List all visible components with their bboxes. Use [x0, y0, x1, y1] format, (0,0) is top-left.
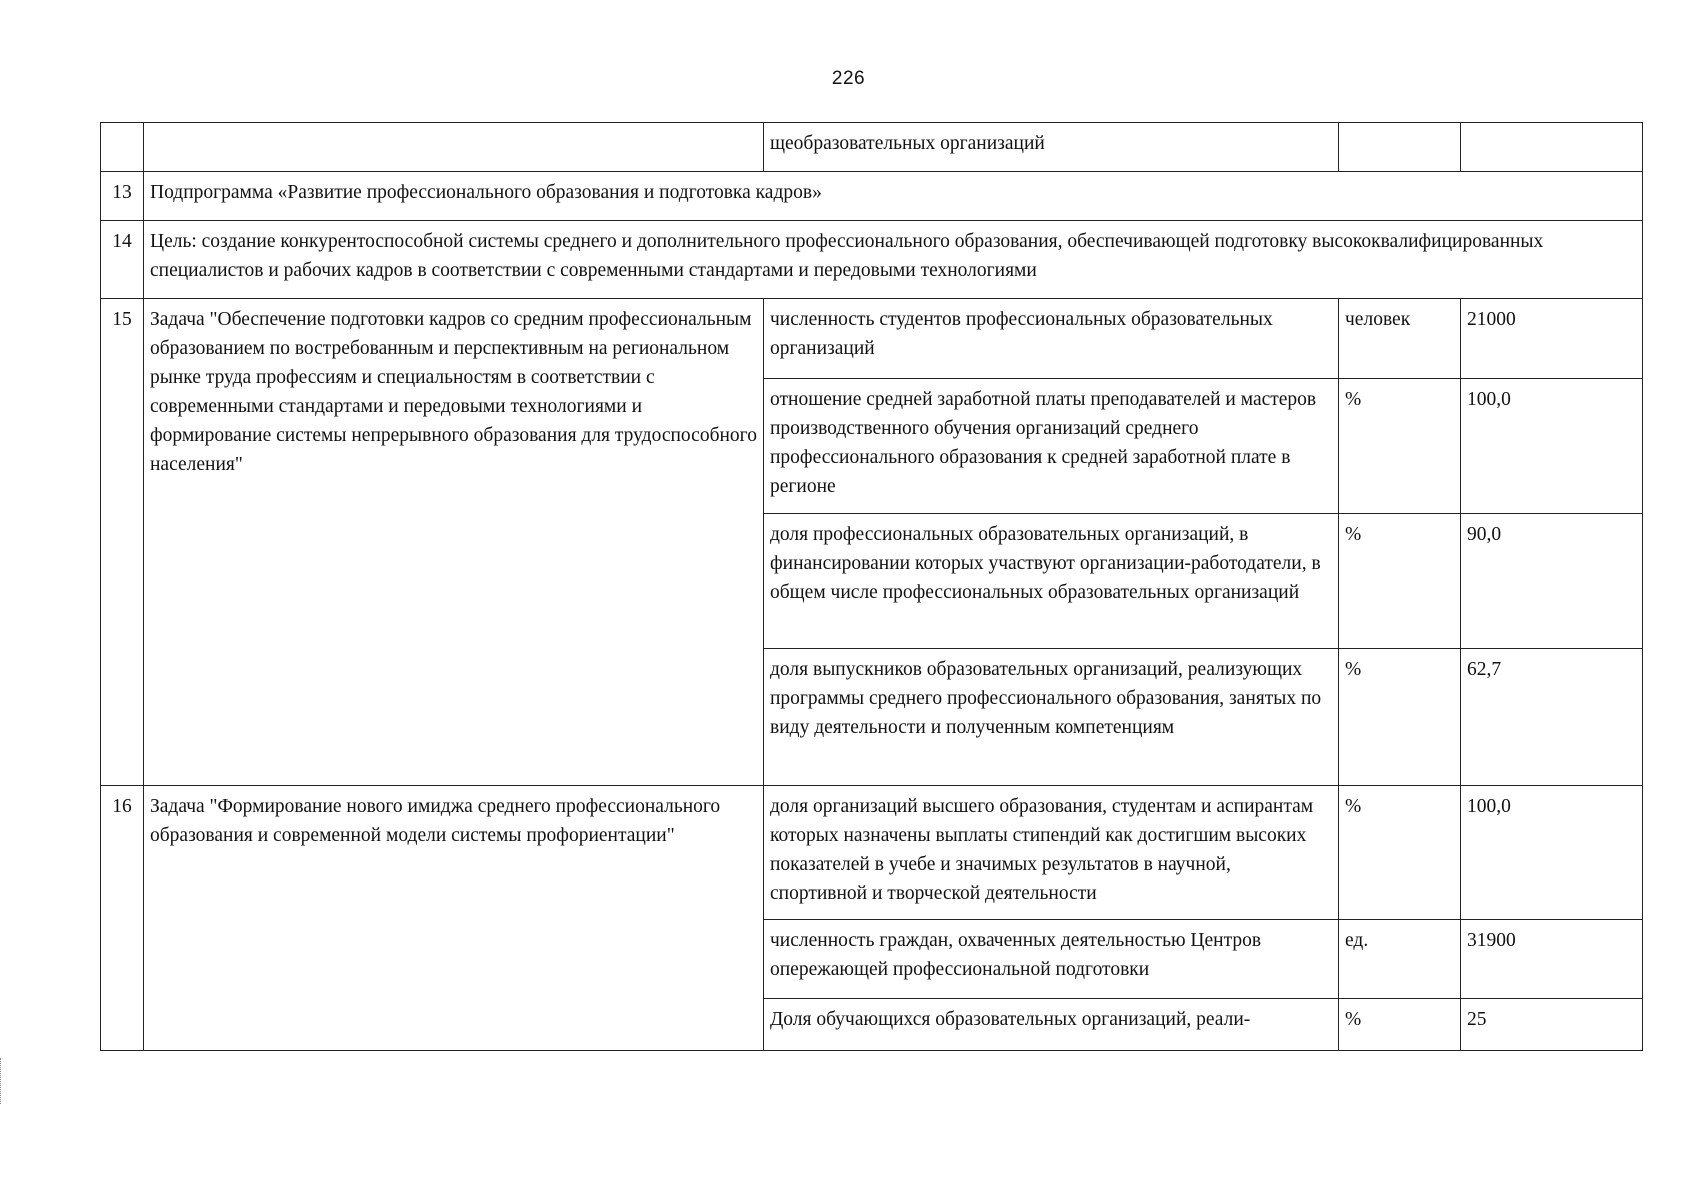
table-row — [101, 221, 1643, 299]
unit-cell: % — [1339, 999, 1461, 1051]
indicator-cell: Доля обучающихся образовательных организаций, реали- — [764, 999, 1339, 1051]
table-row — [101, 123, 1643, 172]
row-number-cell: 16 — [101, 786, 144, 1051]
value-cell: 100,0 — [1461, 379, 1643, 514]
task-cell — [144, 123, 764, 172]
unit-cell: % — [1339, 379, 1461, 514]
indicators-table — [100, 122, 1643, 1051]
row-number-cell — [101, 123, 144, 172]
value-cell — [1461, 123, 1643, 172]
unit-cell: % — [1339, 649, 1461, 786]
unit-cell: человек — [1339, 299, 1461, 379]
goal-text: Цель: создание конкурентоспособной системы среднего и дополнительного профессионального образования, обеспечивающей подготовку высококвалифицированных специалистов и рабочих кадров в соответствии с современными стандартами и передовыми технологиями — [144, 221, 1643, 299]
task-cell: Задача "Формирование нового имиджа среднего профессионального образования и современной модели системы профориентации" — [144, 786, 764, 1051]
table-row — [101, 299, 1643, 379]
scan-edge-marks — [0, 1058, 7, 1104]
unit-cell: ед. — [1339, 920, 1461, 999]
unit-cell: % — [1339, 786, 1461, 920]
value-cell: 25 — [1461, 999, 1643, 1051]
value-cell: 100,0 — [1461, 786, 1643, 920]
task-cell: Задача "Обеспечение подготовки кадров со средним профессиональным образованием по востребованным и перспективным на региональном рынке труда профессиям и специальностям в соответствии с современными стандартами и передовыми технологиями и формирование системы непрерывного образования для трудоспособного населения" — [144, 299, 764, 786]
row-number-cell: 13 — [101, 172, 144, 221]
page-number: 226 — [831, 68, 866, 89]
indicator-cell: доля выпускников образовательных организаций, реализующих программы среднего профессионального образования, занятых по виду деятельности и полученным компетенциям — [764, 649, 1339, 786]
row-number-cell: 15 — [101, 299, 144, 786]
value-cell: 31900 — [1461, 920, 1643, 999]
indicator-cell: щеобразовательных организаций — [764, 123, 1339, 172]
value-cell: 21000 — [1461, 299, 1643, 379]
value-cell: 62,7 — [1461, 649, 1643, 786]
indicator-cell: численность студентов профессиональных образовательных организаций — [764, 299, 1339, 379]
subprogram-heading: Подпрограмма «Развитие профессионального образования и подготовка кадров» — [144, 172, 1643, 221]
unit-cell — [1339, 123, 1461, 172]
unit-cell: % — [1339, 514, 1461, 649]
indicator-cell: доля организаций высшего образования, студентам и аспирантам которых назначены выплаты стипендий как достигшим высоких показателей в учебе и значимых результатов в научной, спортивной и творческой деятельности — [764, 786, 1339, 920]
table-row — [101, 786, 1643, 920]
indicator-cell: численность граждан, охваченных деятельностью Центров опережающей профессиональной подготовки — [764, 920, 1339, 999]
value-cell: 90,0 — [1461, 514, 1643, 649]
table-row — [101, 172, 1643, 221]
indicator-cell: отношение средней заработной платы преподавателей и мастеров производственного обучения организаций среднего профессионального образования к средней заработной плате в регионе — [764, 379, 1339, 514]
row-number-cell: 14 — [101, 221, 144, 299]
indicator-cell: доля профессиональных образовательных организаций, в финансировании которых участвуют организации-работодатели, в общем числе профессиональных образовательных организаций — [764, 514, 1339, 649]
